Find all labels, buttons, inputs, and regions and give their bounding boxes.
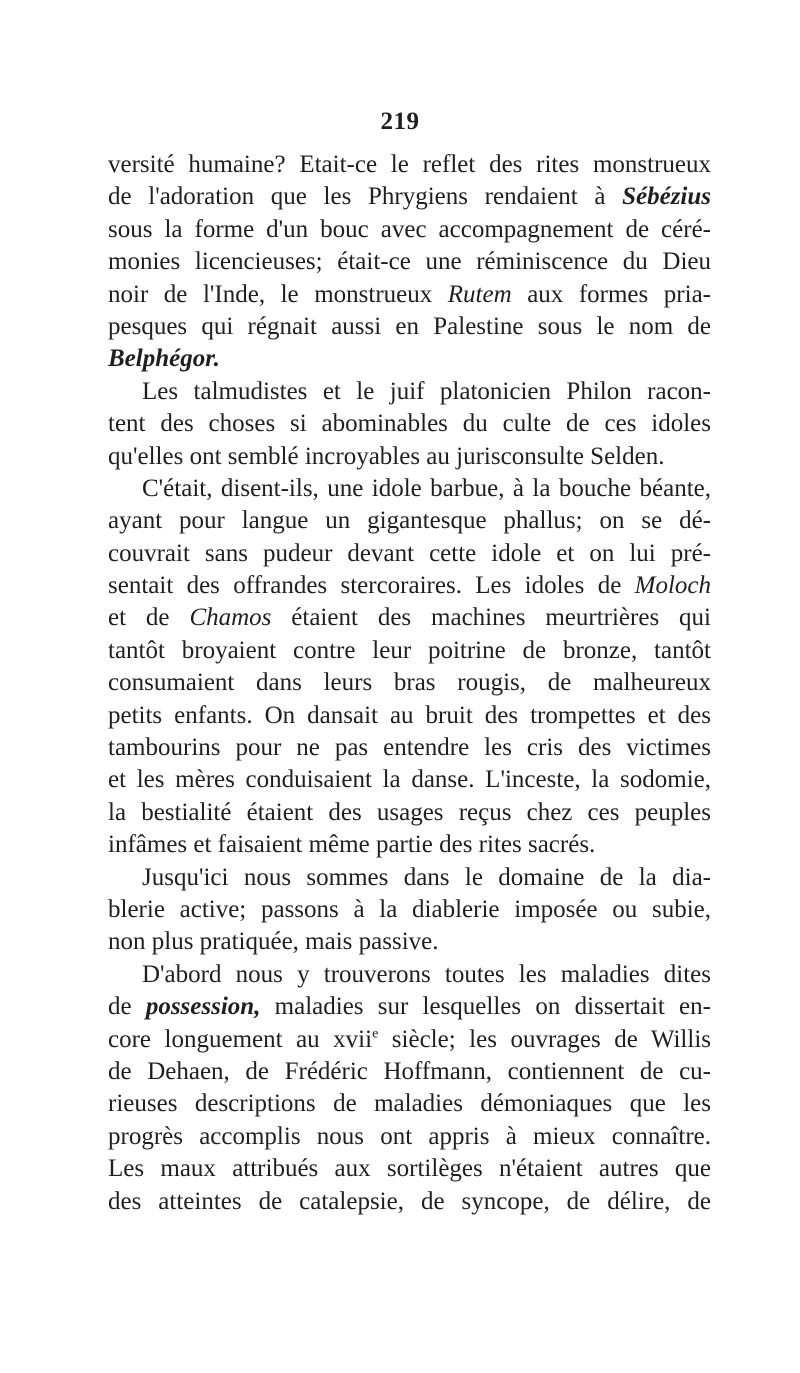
text-segment-sup: e xyxy=(372,1026,379,1042)
text-line xyxy=(108,700,711,732)
text-segment: Jusqu'ici nous sommes dans le domaine de la dia- xyxy=(142,863,711,891)
text-segment: de xyxy=(108,993,146,1021)
text-segment: qu'elles ont semblé incroyables au jurisconsulte Selden. xyxy=(108,442,665,470)
text-segment-italic: Rutem xyxy=(447,280,512,308)
text-line xyxy=(108,376,711,408)
text-line xyxy=(108,441,711,473)
text-segment-italic: Chamos xyxy=(189,604,272,632)
text-segment: et de xyxy=(108,604,190,632)
text-line xyxy=(108,1024,711,1056)
text-line xyxy=(108,1153,711,1185)
text-line xyxy=(108,279,711,311)
text-line xyxy=(108,991,711,1023)
text-line xyxy=(108,473,711,505)
text-segment: sentait des offrandes stercoraires. Les idoles de xyxy=(108,572,635,600)
text-segment: non plus pratiquée, mais passive. xyxy=(108,928,439,956)
text-segment: D'abord nous y trouverons toutes les maladies dites xyxy=(142,960,711,988)
text-segment: progrès accomplis nous ont appris à mieux connaître. xyxy=(108,1122,711,1150)
text-line xyxy=(108,862,711,894)
text-segment: siècle; les ouvrages de Willis xyxy=(378,1025,711,1053)
text-segment: de Dehaen, de Frédéric Hoffmann, contiennent de cu- xyxy=(108,1057,711,1085)
text-line xyxy=(108,149,711,181)
body-text xyxy=(108,149,711,1218)
text-line xyxy=(108,538,711,570)
text-segment: pesques qui régnait aussi en Palestine sous le nom de xyxy=(108,312,711,340)
text-segment: couvrait sans pudeur devant cette idole et on lui pré- xyxy=(108,539,711,567)
text-line xyxy=(108,1186,711,1218)
text-line xyxy=(108,926,711,958)
text-line xyxy=(108,1056,711,1088)
text-segment: core longuement au xvii xyxy=(108,1025,373,1053)
text-line xyxy=(108,959,711,991)
text-line xyxy=(108,732,711,764)
text-segment: versité humaine? Etait-ce le reflet des rites monstrueux xyxy=(108,151,711,178)
page-number: 219 xyxy=(380,108,420,135)
text-line xyxy=(108,505,711,537)
text-segment: et les mères conduisaient la danse. L'inceste, la sodomie, xyxy=(108,766,711,794)
text-line xyxy=(108,894,711,926)
text-line xyxy=(108,214,711,246)
text-segment: la bestialité étaient des usages reçus chez ces peuples xyxy=(108,798,711,826)
text-line xyxy=(108,408,711,440)
text-line xyxy=(108,829,711,861)
text-segment: consumaient dans leurs bras rougis, de malheureux xyxy=(108,669,711,697)
text-segment: blerie active; passons à la diablerie imposée ou subie, xyxy=(108,895,711,923)
text-line xyxy=(108,311,711,343)
text-segment: Les talmudistes et le juif platonicien Philon racon- xyxy=(142,377,711,405)
text-line xyxy=(108,570,711,602)
text-line xyxy=(108,181,711,213)
text-segment: noir de l'Inde, le monstrueux xyxy=(108,280,448,308)
text-segment-italic-bold: possession, xyxy=(145,993,261,1021)
text-segment: tambourins pour ne pas entendre les cris des victimes xyxy=(108,734,711,762)
text-segment: petits enfants. On dansait au bruit des trompettes et des xyxy=(108,701,711,729)
text-segment-italic: Moloch xyxy=(634,572,711,600)
text-segment: de l'adoration que les Phrygiens rendaient à xyxy=(108,183,623,211)
text-line xyxy=(108,343,711,375)
text-line xyxy=(108,667,711,699)
text-segment: C'était, disent-ils, une idole barbue, à la bouche béante, xyxy=(142,474,711,502)
text-segment: maladies sur lesquelles on dissertait en- xyxy=(260,993,711,1021)
text-segment: sous la forme d'un bouc avec accompagnement de céré- xyxy=(108,215,711,243)
text-line xyxy=(108,1088,711,1120)
text-segment: aux formes pria- xyxy=(511,280,711,308)
text-line xyxy=(108,635,711,667)
text-segment: Les maux attribués aux sortilèges n'étaient autres que xyxy=(108,1155,711,1183)
text-segment: tantôt broyaient contre leur poitrine de bronze, tantôt xyxy=(108,636,711,664)
text-segment: tent des choses si abominables du culte de ces idoles xyxy=(108,410,711,438)
text-segment: des atteintes de catalepsie, de syncope, de délire, de xyxy=(108,1187,711,1215)
text-segment: ayant pour langue un gigantesque phallus; on se dé- xyxy=(108,507,711,535)
text-segment: rieuses descriptions de maladies démoniaques que les xyxy=(108,1090,711,1118)
text-segment: infâmes et faisaient même partie des rites sacrés. xyxy=(108,831,596,859)
text-segment: monies licencieuses; était-ce une réminiscence du Dieu xyxy=(108,248,711,276)
text-line xyxy=(108,246,711,278)
text-line xyxy=(108,1121,711,1153)
text-line xyxy=(108,797,711,829)
text-line xyxy=(108,764,711,796)
text-segment-italic-bold: Sébézius xyxy=(622,183,711,211)
text-line xyxy=(108,602,711,634)
text-segment: étaient des machines meurtrières qui xyxy=(271,604,712,632)
text-segment-italic-bold: Belphégor. xyxy=(108,345,220,373)
